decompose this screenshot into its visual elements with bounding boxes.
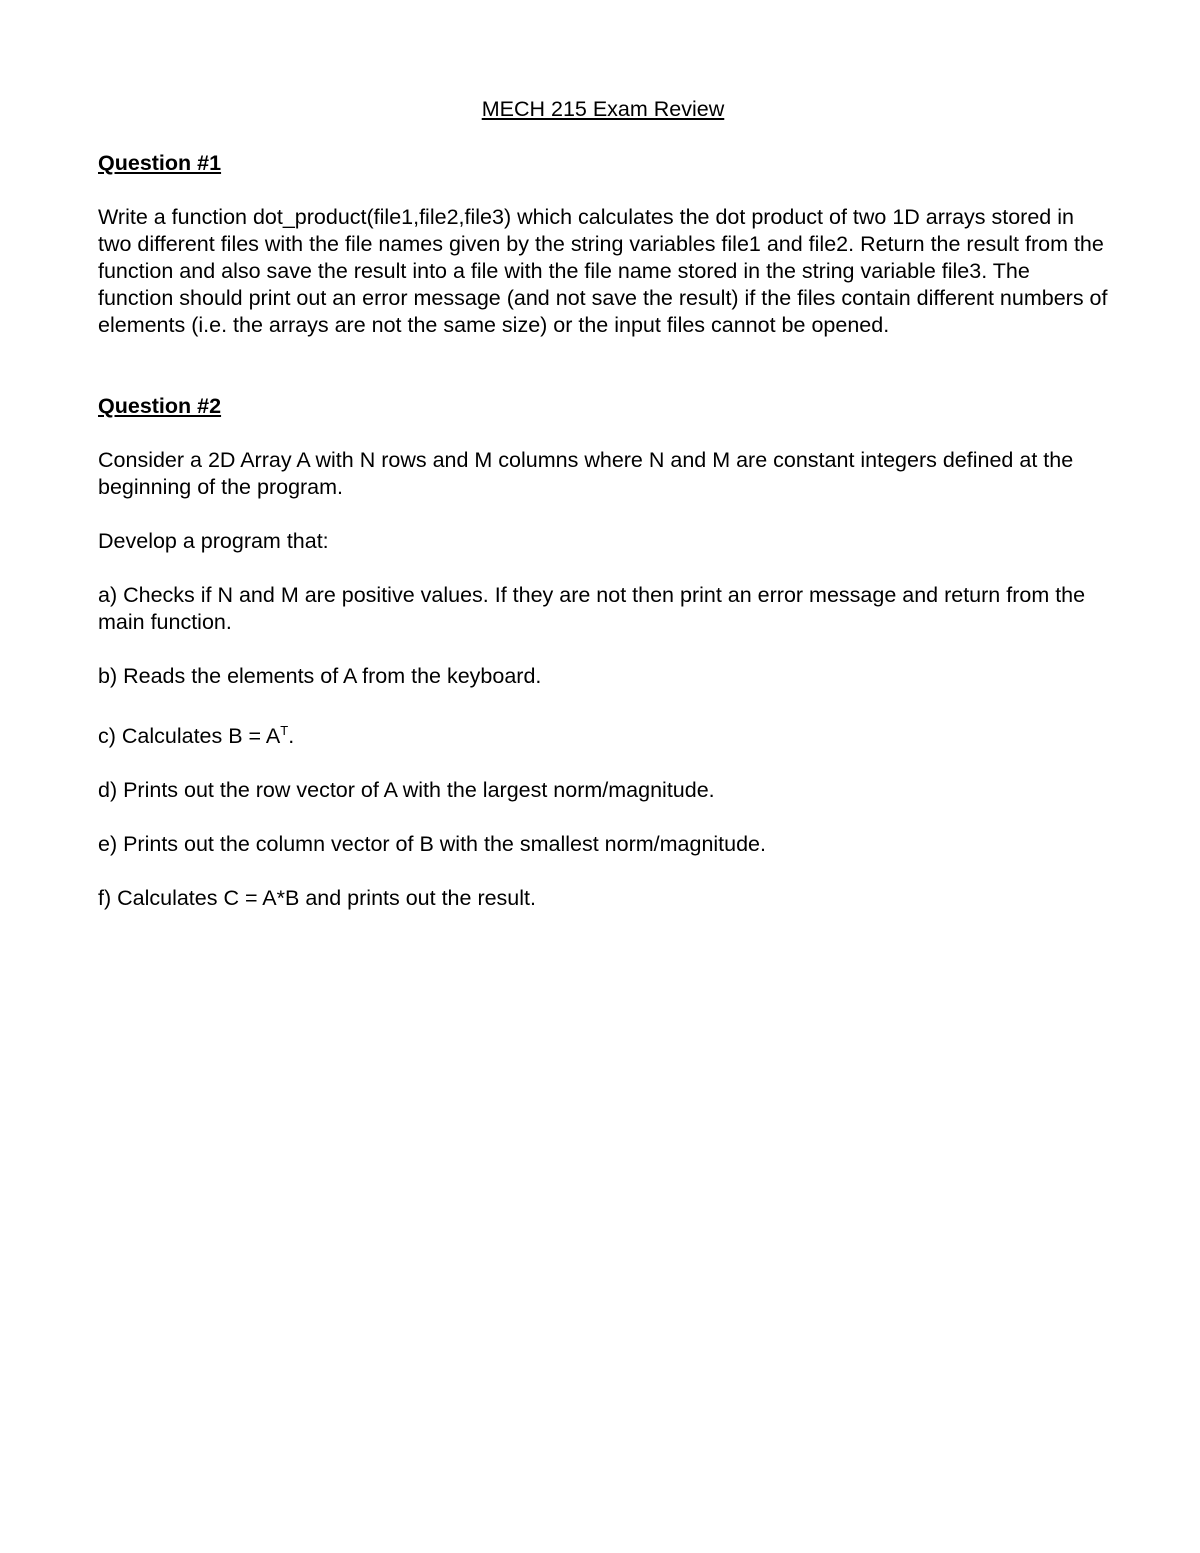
question-2-item-a: a) Checks if N and M are positive values. If they are not then print an error message and return from the main function. bbox=[98, 583, 1086, 634]
question-2-intro: Consider a 2D Array A with N rows and M columns where N and M are constant integers defined at the beginning of the program. bbox=[98, 448, 1074, 499]
item-c-period: . bbox=[288, 724, 295, 749]
question-2-heading: Question #2 bbox=[98, 394, 222, 418]
question-2-item-f: f) Calculates C = A*B and prints out the result. bbox=[98, 886, 536, 911]
section-spacer bbox=[98, 366, 1108, 393]
question-1-heading: Question #1 bbox=[98, 151, 222, 175]
question-2-develop: Develop a program that: bbox=[98, 529, 329, 553]
question-2-item-d: d) Prints out the row vector of A with the largest norm/magnitude. bbox=[98, 778, 715, 803]
document-title: MECH 215 Exam Review bbox=[481, 97, 725, 121]
transpose-superscript: T bbox=[280, 723, 289, 738]
question-2-item-e: e) Prints out the column vector of B with the smallest norm/magnitude. bbox=[98, 832, 766, 857]
question-1-body: Write a function dot_product(file1,file2,file3) which calculates the dot product of two 1D arrays stored in two different files with the file names given by the string variables file1 and file2. Return the result from the function and also save the result into a file with the file name stored in the string variable file3. The function should print out an error message (and not save the result) if the files contain different numbers of elements (i.e. the arrays are not the same size) or the input files cannot be opened. bbox=[98, 205, 1108, 337]
question-2-item-b: b) Reads the elements of A from the keyboard. bbox=[98, 664, 542, 688]
document-page bbox=[98, 96, 1108, 939]
question-2-item-c bbox=[98, 717, 1108, 750]
item-c-text: c) Calculates B = A bbox=[98, 724, 281, 749]
